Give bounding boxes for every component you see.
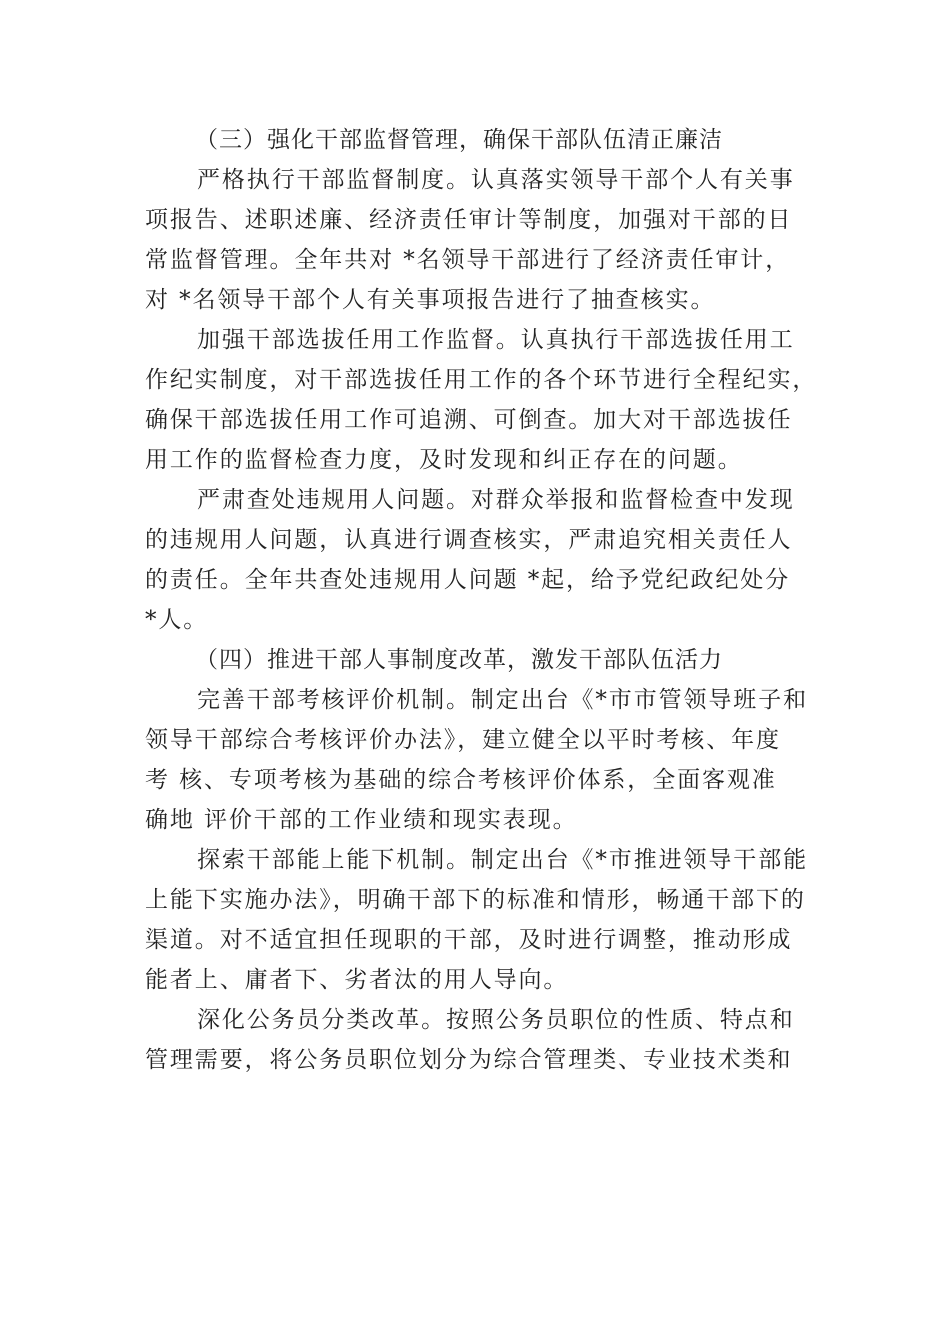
paragraph-line: 领导干部综合考核评价办法》，建立健全以平时考核、年度 — [145, 727, 781, 753]
paragraph-line: 作纪实制度，对干部选拔任用工作的各个环节进行全程纪实， — [145, 367, 818, 393]
paragraph-line: 完善干部考核评价机制。制定出台《*市市管领导班子和 — [197, 687, 808, 713]
paragraph-line: 项报告、述职述廉、经济责任审计等制度，加强对干部的日 — [145, 207, 793, 233]
paragraph-line: 的违规用人问题，认真进行调查核实，严肃追究相关责任人 — [145, 527, 793, 553]
paragraph-line: 深化公务员分类改革。按照公务员职位的性质、特点和 — [197, 1007, 795, 1033]
paragraph-line: 常监督管理。全年共对 *名领导干部进行了经济责任审计， — [145, 247, 791, 273]
paragraph-line: 渠道。对不适宜担任现职的干部，及时进行调整，推动形成 — [145, 927, 793, 953]
paragraph-line: 确地 评价干部的工作业绩和现实表现。 — [145, 807, 578, 833]
paragraph-line: 能者上、庸者下、劣者汰的用人导向。 — [145, 967, 569, 993]
paragraph-evaluation-mechanism — [145, 680, 810, 840]
paragraph-line: 上能下实施办法》，明确干部下的标准和情形，畅通干部下的 — [145, 887, 806, 913]
paragraph-line: 严肃查处违规用人问题。对群众举报和监督检查中发现 — [197, 487, 795, 513]
paragraph-line: 用工作的监督检查力度，及时发现和纠正存在的问题。 — [145, 447, 743, 473]
paragraph-line: 管理需要，将公务员职位划分为综合管理类、专业技术类和 — [145, 1047, 793, 1073]
paragraph-line: 探索干部能上能下机制。制定出台《*市推进领导干部能 — [197, 847, 808, 873]
paragraph-line: 对 *名领导干部个人有关事项报告进行了抽查核实。 — [145, 287, 716, 313]
paragraph-supervision-system — [145, 160, 810, 320]
paragraph-line: 确保干部选拔任用工作可追溯、可倒查。加大对干部选拔任 — [145, 407, 793, 433]
paragraph-civil-servant-reform — [145, 1000, 810, 1080]
paragraph-line: 严格执行干部监督制度。认真落实领导干部个人有关事 — [197, 167, 795, 193]
paragraph-line: 的责任。全年共查处违规用人问题 *起，给予党纪政纪处分 — [145, 567, 791, 593]
paragraph-line: 考 核、专项考核为基础的综合考核评价体系，全面客观准 — [145, 767, 777, 793]
paragraph-up-down-mechanism — [145, 840, 810, 1000]
section-heading-3: （三）强化干部监督管理，确保干部队伍清正廉洁 — [195, 127, 723, 153]
paragraph-line: 加强干部选拔任用工作监督。认真执行干部选拔任用工 — [197, 327, 795, 353]
paragraph-selection-supervision — [145, 320, 818, 480]
paragraph-line: *人。 — [145, 607, 209, 633]
section-heading-4: （四）推进干部人事制度改革，激发干部队伍活力 — [195, 647, 723, 673]
document-body — [145, 120, 818, 1080]
paragraph-violation-handling — [145, 480, 810, 640]
